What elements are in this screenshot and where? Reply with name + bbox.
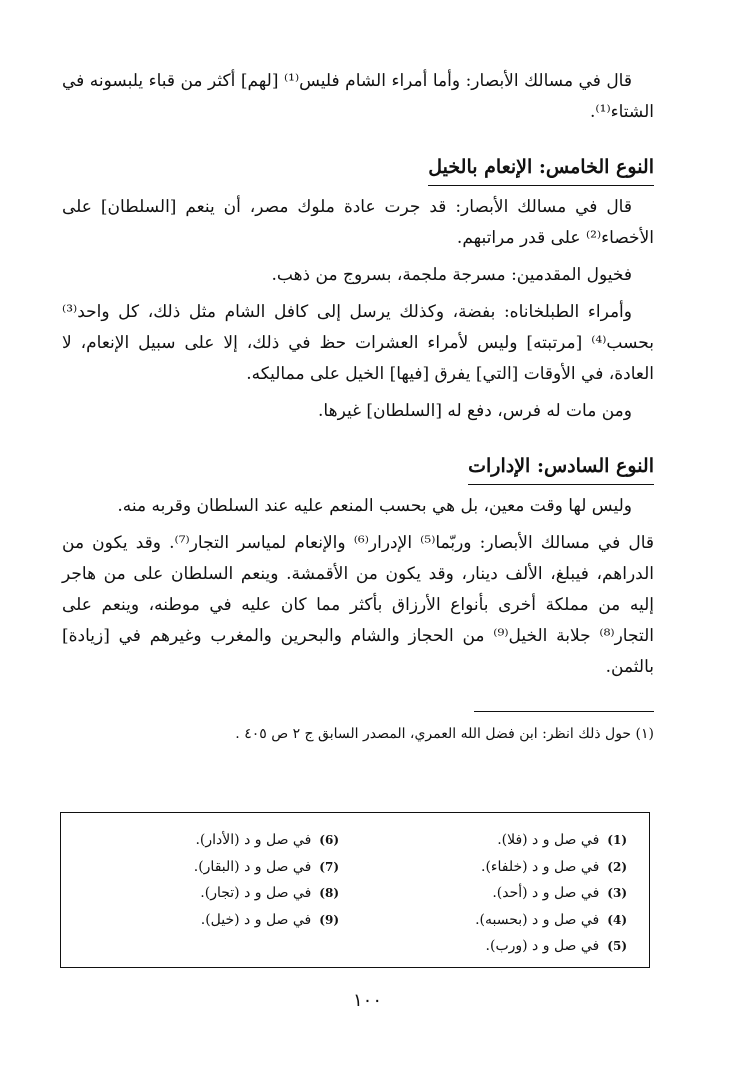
section-6-paragraph: وليس لها وقت معين، بل هي بحسب المنعم عليه عند السلطان وقربه منه. <box>117 496 632 516</box>
section-5-paragraph: قال في مسالك الأبصار: قد جرت عادة ملوك مصر، أن ينعم [السلطان] على الأخصاء⁽²⁾ على قدر مراتبهم. <box>62 197 654 248</box>
variants-column-left <box>194 827 339 933</box>
variant-line: (4)في صل و د (بحسبه). <box>475 911 627 928</box>
variant-line: (5)في صل و د (ورب). <box>485 938 627 954</box>
section-5-heading: النوع الخامس: الإنعام بالخيل <box>428 152 654 186</box>
footnote: (١) حول ذلك انظر: ابن فضل الله العمري، المصدر السابق ج ٢ ص ٤٠٥ . <box>235 726 654 742</box>
section-6 <box>62 433 654 491</box>
variant-line: (7)في صل و د (البقار). <box>193 858 339 875</box>
variant-line: (8)في صل و د (تجار). <box>200 885 339 901</box>
variant-line: (6)في صل و د (الأدار). <box>195 832 339 848</box>
variant-line: (1)في صل و د (فلا). <box>497 832 627 848</box>
variants-column-right <box>475 827 627 960</box>
section-6-paragraph: قال في مسالك الأبصار: وربّما⁽⁵⁾ الإدرار⁽⁶⁾ والإنعام لمياسر التجار⁽⁷⁾. وقد يكون من الدراهم، فيبلغ، الألف دينار، وقد يكون من الأقمشة. وينعم السلطان على من هاجر إليه من مملكة أخرى بأنواع الأرزاق بأكثر مما كان عليه في موطنه، وينعم على التجار⁽⁸⁾ جلابة الخيل⁽⁹⁾ من الحجاز والشام والبحرين والمغرب وغيرهم في [زيادة] بالثمن. <box>62 533 654 677</box>
variant-line: (3)في صل و د (أحد). <box>492 885 627 901</box>
section-5-paragraph: وأمراء الطبلخاناه: بفضة، وكذلك يرسل إلى كافل الشام مثل ذلك، كل واحد⁽³⁾ بحسب⁽⁴⁾ [مرتبته] وليس لأمراء العشرات حظ في ذلك، إلا على سبيل الإنعام، لا العادة، في الأوقات [التي] يفرق [فيها] الخيل على مماليكه. <box>62 302 654 384</box>
section-5-paragraph: ومن مات له فرس، دفع له [السلطان] غيرها. <box>318 401 632 421</box>
section-6-heading: النوع السادس: الإدارات <box>468 451 654 485</box>
section-5-paragraph: فخيول المقدمين: مسرجة ملجمة، بسروج من ذهب. <box>271 265 632 285</box>
section-5 <box>62 134 654 192</box>
variant-line: (2)في صل و د (خلفاء). <box>481 858 627 875</box>
variants-box <box>60 812 650 968</box>
page-number: ١٠٠ <box>352 990 382 1011</box>
variant-line: (9)في صل و د (خيل). <box>200 911 339 928</box>
intro-paragraph: قال في مسالك الأبصار: وأما أمراء الشام فليس⁽¹⁾ [لهم] أكثر من قباء يلبسونه في الشتاء⁽¹⁾. <box>62 71 654 122</box>
footnote-divider <box>474 711 654 712</box>
